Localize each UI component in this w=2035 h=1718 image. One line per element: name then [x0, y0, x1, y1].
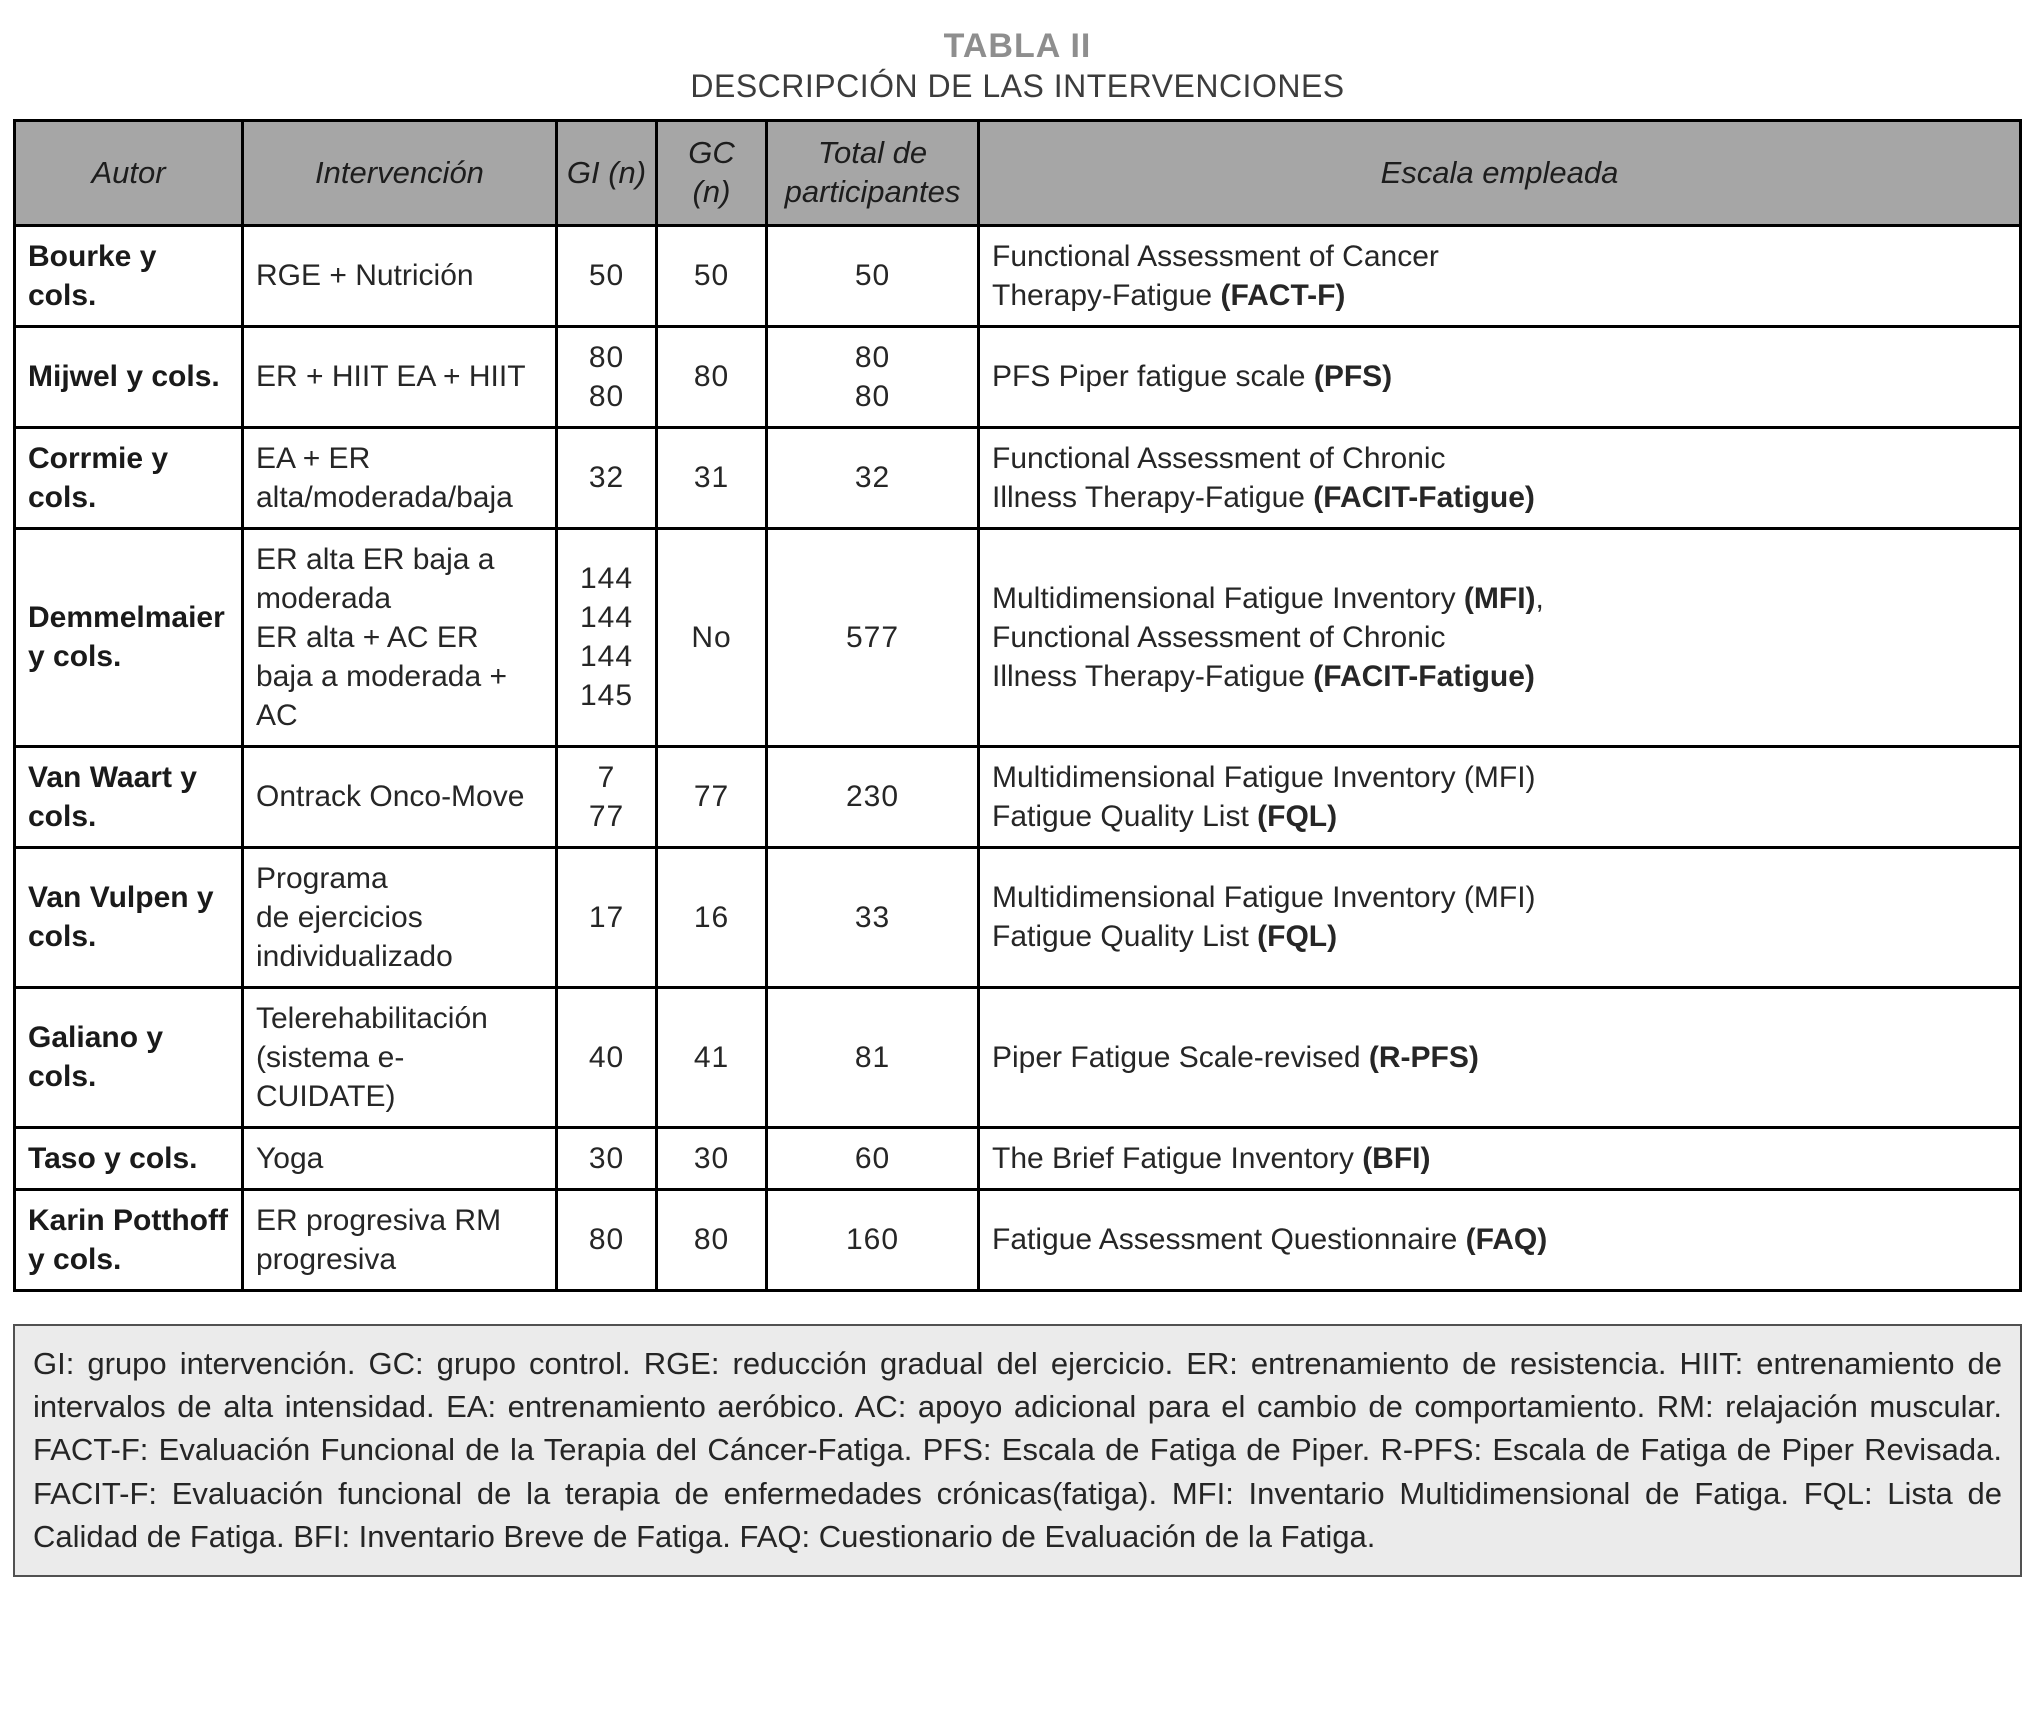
interventions-table [13, 119, 2022, 1292]
author-cell: Taso y cols. [15, 1127, 243, 1189]
abbreviations-footnote: GI: grupo intervención. GC: grupo control. RGE: reducción gradual del ejercicio. ER: entrenamiento de resistencia. HIIT: entrenamiento de intervalos de alta intensidad. EA: entrenamiento aeróbico. AC: apoyo adicional para el cambio de comportamiento. RM: relajación muscular. FACT-F: Evaluación Funcional de la Terapia del Cáncer-Fatiga. PFS: Escala de Fatiga de Piper. R-PFS: Escala de Fatiga de Piper Revisada. FACIT-F: Evaluación funcional de la terapia de enfermedades crónicas(fatiga). MFI: Inventario Multidimensional de Fatiga. FQL: Lista de Calidad de Fatiga. BFI: Inventario Breve de Fatiga. FAQ: Cuestionario de Evaluación de la Fatiga. [13, 1324, 2022, 1577]
total-cell: 50 [767, 225, 979, 326]
table-header-row [15, 121, 2021, 226]
scale-cell: Functional Assessment of Chronic Illness Therapy-Fatigue (FACIT-Fatigue) [979, 427, 2021, 528]
scale-cell: Multidimensional Fatigue Inventory (MFI) Fatigue Quality List (FQL) [979, 847, 2021, 987]
total-cell: 80 80 [767, 326, 979, 427]
gi-cell: 50 [557, 225, 657, 326]
gc-cell: 30 [657, 1127, 767, 1189]
author-cell: Karin Potthoff y cols. [15, 1189, 243, 1290]
intervention-cell: Yoga [243, 1127, 557, 1189]
gc-cell: 80 [657, 1189, 767, 1290]
table-row [15, 987, 2021, 1127]
gi-cell: 30 [557, 1127, 657, 1189]
author-cell: Van Vulpen y cols. [15, 847, 243, 987]
gc-cell: 31 [657, 427, 767, 528]
gi-cell: 80 [557, 1189, 657, 1290]
table-row [15, 528, 2021, 746]
author-cell: Corrmie y cols. [15, 427, 243, 528]
scale-cell: Functional Assessment of Cancer Therapy-Fatigue (FACT-F) [979, 225, 2021, 326]
scale-cell: Piper Fatigue Scale-revised (R-PFS) [979, 987, 2021, 1127]
gi-cell: 7 77 [557, 746, 657, 847]
intervention-cell: ER + HIIT EA + HIIT [243, 326, 557, 427]
total-cell: 33 [767, 847, 979, 987]
intervention-cell: Programa de ejercicios individualizado [243, 847, 557, 987]
gc-cell: 41 [657, 987, 767, 1127]
intervention-cell: ER progresiva RM progresiva [243, 1189, 557, 1290]
scale-cell: Multidimensional Fatigue Inventory (MFI) Fatigue Quality List (FQL) [979, 746, 2021, 847]
scale-cell: PFS Piper fatigue scale (PFS) [979, 326, 2021, 427]
header-intervencion: Intervención [243, 121, 557, 226]
gc-cell: 77 [657, 746, 767, 847]
author-cell: Van Waart y cols. [15, 746, 243, 847]
gi-cell: 17 [557, 847, 657, 987]
author-cell: Demmelmaier y cols. [15, 528, 243, 746]
gi-cell: 40 [557, 987, 657, 1127]
total-cell: 81 [767, 987, 979, 1127]
gc-cell: No [657, 528, 767, 746]
intervention-cell: Ontrack Onco-Move [243, 746, 557, 847]
total-cell: 577 [767, 528, 979, 746]
table-row [15, 326, 2021, 427]
total-cell: 160 [767, 1189, 979, 1290]
header-gc: GC (n) [657, 121, 767, 226]
total-cell: 32 [767, 427, 979, 528]
table-title: TABLA II [943, 27, 1092, 65]
header-gi: GI (n) [557, 121, 657, 226]
table-row [15, 1127, 2021, 1189]
header-autor: Autor [15, 121, 243, 226]
gc-cell: 50 [657, 225, 767, 326]
gi-cell: 80 80 [557, 326, 657, 427]
author-cell: Mijwel y cols. [15, 326, 243, 427]
header-escala-empleada: Escala empleada [979, 121, 2021, 226]
gc-cell: 16 [657, 847, 767, 987]
author-cell: Galiano y cols. [15, 987, 243, 1127]
table-body [15, 225, 2021, 1290]
author-cell: Bourke y cols. [15, 225, 243, 326]
scale-cell: Multidimensional Fatigue Inventory (MFI), Functional Assessment of Chronic Illness Therapy-Fatigue (FACIT-Fatigue) [979, 528, 2021, 746]
gc-cell: 80 [657, 326, 767, 427]
table-row [15, 847, 2021, 987]
table-subtitle: DESCRIPCIÓN DE LAS INTERVENCIONES [690, 67, 1345, 104]
header-total-participantes: Total de participantes [767, 121, 979, 226]
table-row [15, 746, 2021, 847]
gi-cell: 32 [557, 427, 657, 528]
intervention-cell: Telerehabilitación (sistema e-CUIDATE) [243, 987, 557, 1127]
table-row [15, 1189, 2021, 1290]
scale-cell: Fatigue Assessment Questionnaire (FAQ) [979, 1189, 2021, 1290]
table-row [15, 427, 2021, 528]
title-block [13, 26, 2022, 105]
total-cell: 230 [767, 746, 979, 847]
scale-cell: The Brief Fatigue Inventory (BFI) [979, 1127, 2021, 1189]
intervention-cell: EA + ER alta/moderada/baja [243, 427, 557, 528]
gi-cell: 144 144 144 145 [557, 528, 657, 746]
total-cell: 60 [767, 1127, 979, 1189]
table-row [15, 225, 2021, 326]
intervention-cell: RGE + Nutrición [243, 225, 557, 326]
intervention-cell: ER alta ER baja a moderada ER alta + AC ER baja a moderada + AC [243, 528, 557, 746]
